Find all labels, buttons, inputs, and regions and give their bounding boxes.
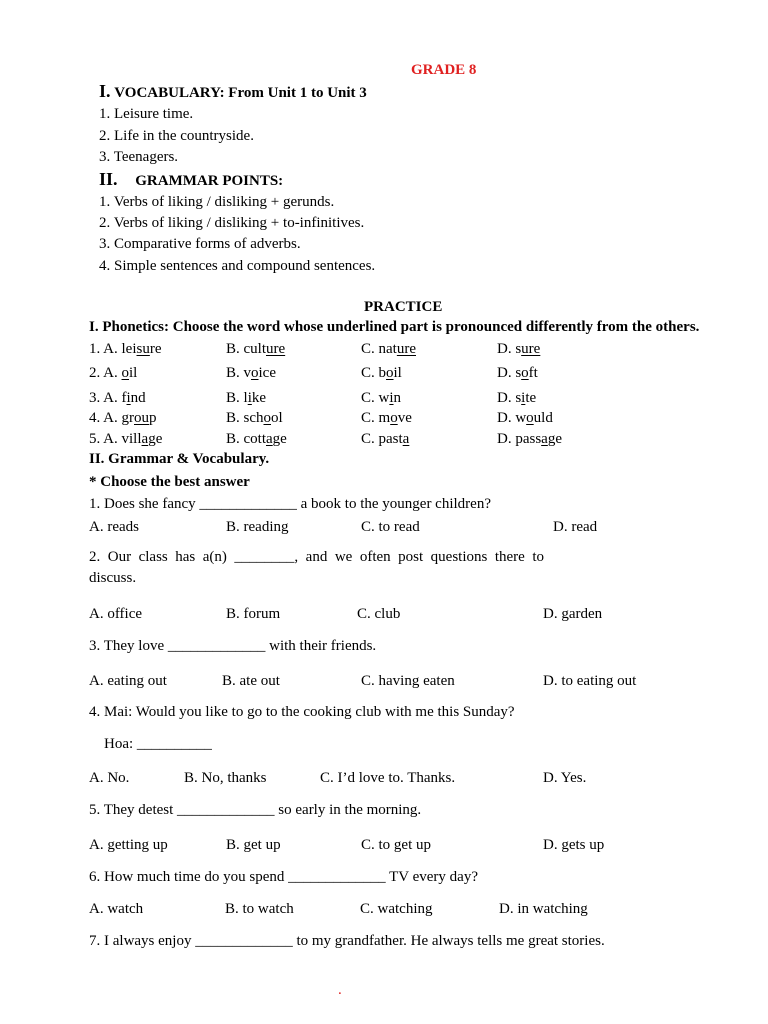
answer-option: D. gets up [543,837,605,853]
vocab-heading [99,82,367,102]
grammar-item: 3. Comparative forms of adverbs. [99,236,301,252]
grade-title: GRADE 8 [411,62,477,78]
question-3: 3. They love _____________ with their friends. [89,638,377,654]
question-6: 6. How much time do you spend _____________ TV every day? [89,869,478,885]
vocab-title: VOCABULARY: From Unit 1 to Unit 3 [114,85,367,101]
phonetic-option: C. move [361,410,412,426]
answer-option: A. No. [89,770,130,786]
grammar-item: 1. Verbs of liking / disliking + gerunds. [99,194,335,210]
question-7: 7. I always enjoy _____________ to my grandfather. He always tells me great stories. [89,933,605,949]
answer-option: A. eating out [89,673,167,689]
answer-option: C. watching [360,901,433,917]
answer-option: D. Yes. [543,770,587,786]
answer-option: B. to watch [225,901,294,917]
answer-option: C. to read [361,519,420,535]
question-4: 4. Mai: Would you like to go to the cooking club with me this Sunday? [89,704,515,720]
phonetic-option: B. school [226,410,283,426]
grammar-numeral: II. [99,169,118,189]
question-4-reply: Hoa: __________ [104,736,212,752]
phonetic-option: C. boil [361,365,402,381]
answer-option: D. read [553,519,598,535]
question-1: 1. Does she fancy _____________ a book to the younger children? [89,496,491,512]
answer-option: C. having eaten [361,673,455,689]
phonetic-option: D. passage [497,431,563,447]
answer-option: B. get up [226,837,281,853]
footer-mark: . [338,982,342,998]
phonetic-option: 2. A. oil [89,365,138,381]
phonetic-option: C. win [361,390,402,406]
vocab-item: 3. Teenagers. [99,149,179,165]
answer-option: B. reading [226,519,289,535]
choose-best-answer-heading: * Choose the best answer [89,474,250,490]
phonetic-option: 3. A. find [89,390,146,406]
phonetic-option: C. nature [361,341,416,357]
grammar-item: 4. Simple sentences and compound sentences. [99,258,376,274]
grammar-item: 2. Verbs of liking / disliking + to-infinitives. [99,215,365,231]
grammar-vocab-heading: II. Grammar & Vocabulary. [89,451,270,467]
phonetic-option: 1. A. leisure [89,341,162,357]
vocab-item: 2. Life in the countryside. [99,128,254,144]
phonetic-option: B. voice [226,365,276,381]
question-2: 2. Our class has a(n) ________, and we often post questions there to discuss. [89,549,544,586]
phonetics-heading: I. Phonetics: Choose the word whose underlined part is pronounced differently from the others. [89,319,700,335]
answer-option: D. to eating out [543,673,637,689]
practice-title: PRACTICE [364,299,443,315]
grammar-title: GRAMMAR POINTS: [135,173,284,189]
answer-option: A. reads [89,519,139,535]
phonetic-option: D. soft [497,365,538,381]
answer-option: D. in watching [499,901,588,917]
grammar-heading [99,170,283,190]
phonetic-option: C. pasta [361,431,410,447]
answer-option: C. I’d love to. Thanks. [320,770,456,786]
phonetic-option: D. would [497,410,553,426]
phonetic-option: 5. A. village [89,431,163,447]
phonetic-option: B. like [226,390,267,406]
question-5: 5. They detest _____________ so early in the morning. [89,802,422,818]
answer-option: B. forum [226,606,281,622]
phonetic-option: B. cottage [226,431,287,447]
answer-option: C. to get up [361,837,431,853]
answer-option: B. No, thanks [184,770,267,786]
answer-option: A. getting up [89,837,168,853]
phonetic-option: D. site [497,390,537,406]
vocab-numeral: I. [99,81,111,101]
phonetic-option: B. culture [226,341,286,357]
answer-option: A. watch [89,901,144,917]
answer-option: D. garden [543,606,603,622]
answer-option: C. club [357,606,401,622]
answer-option: A. office [89,606,143,622]
answer-option: B. ate out [222,673,280,689]
phonetic-option: 4. A. group [89,410,157,426]
phonetic-option: D. sure [497,341,541,357]
vocab-item: 1. Leisure time. [99,106,194,122]
